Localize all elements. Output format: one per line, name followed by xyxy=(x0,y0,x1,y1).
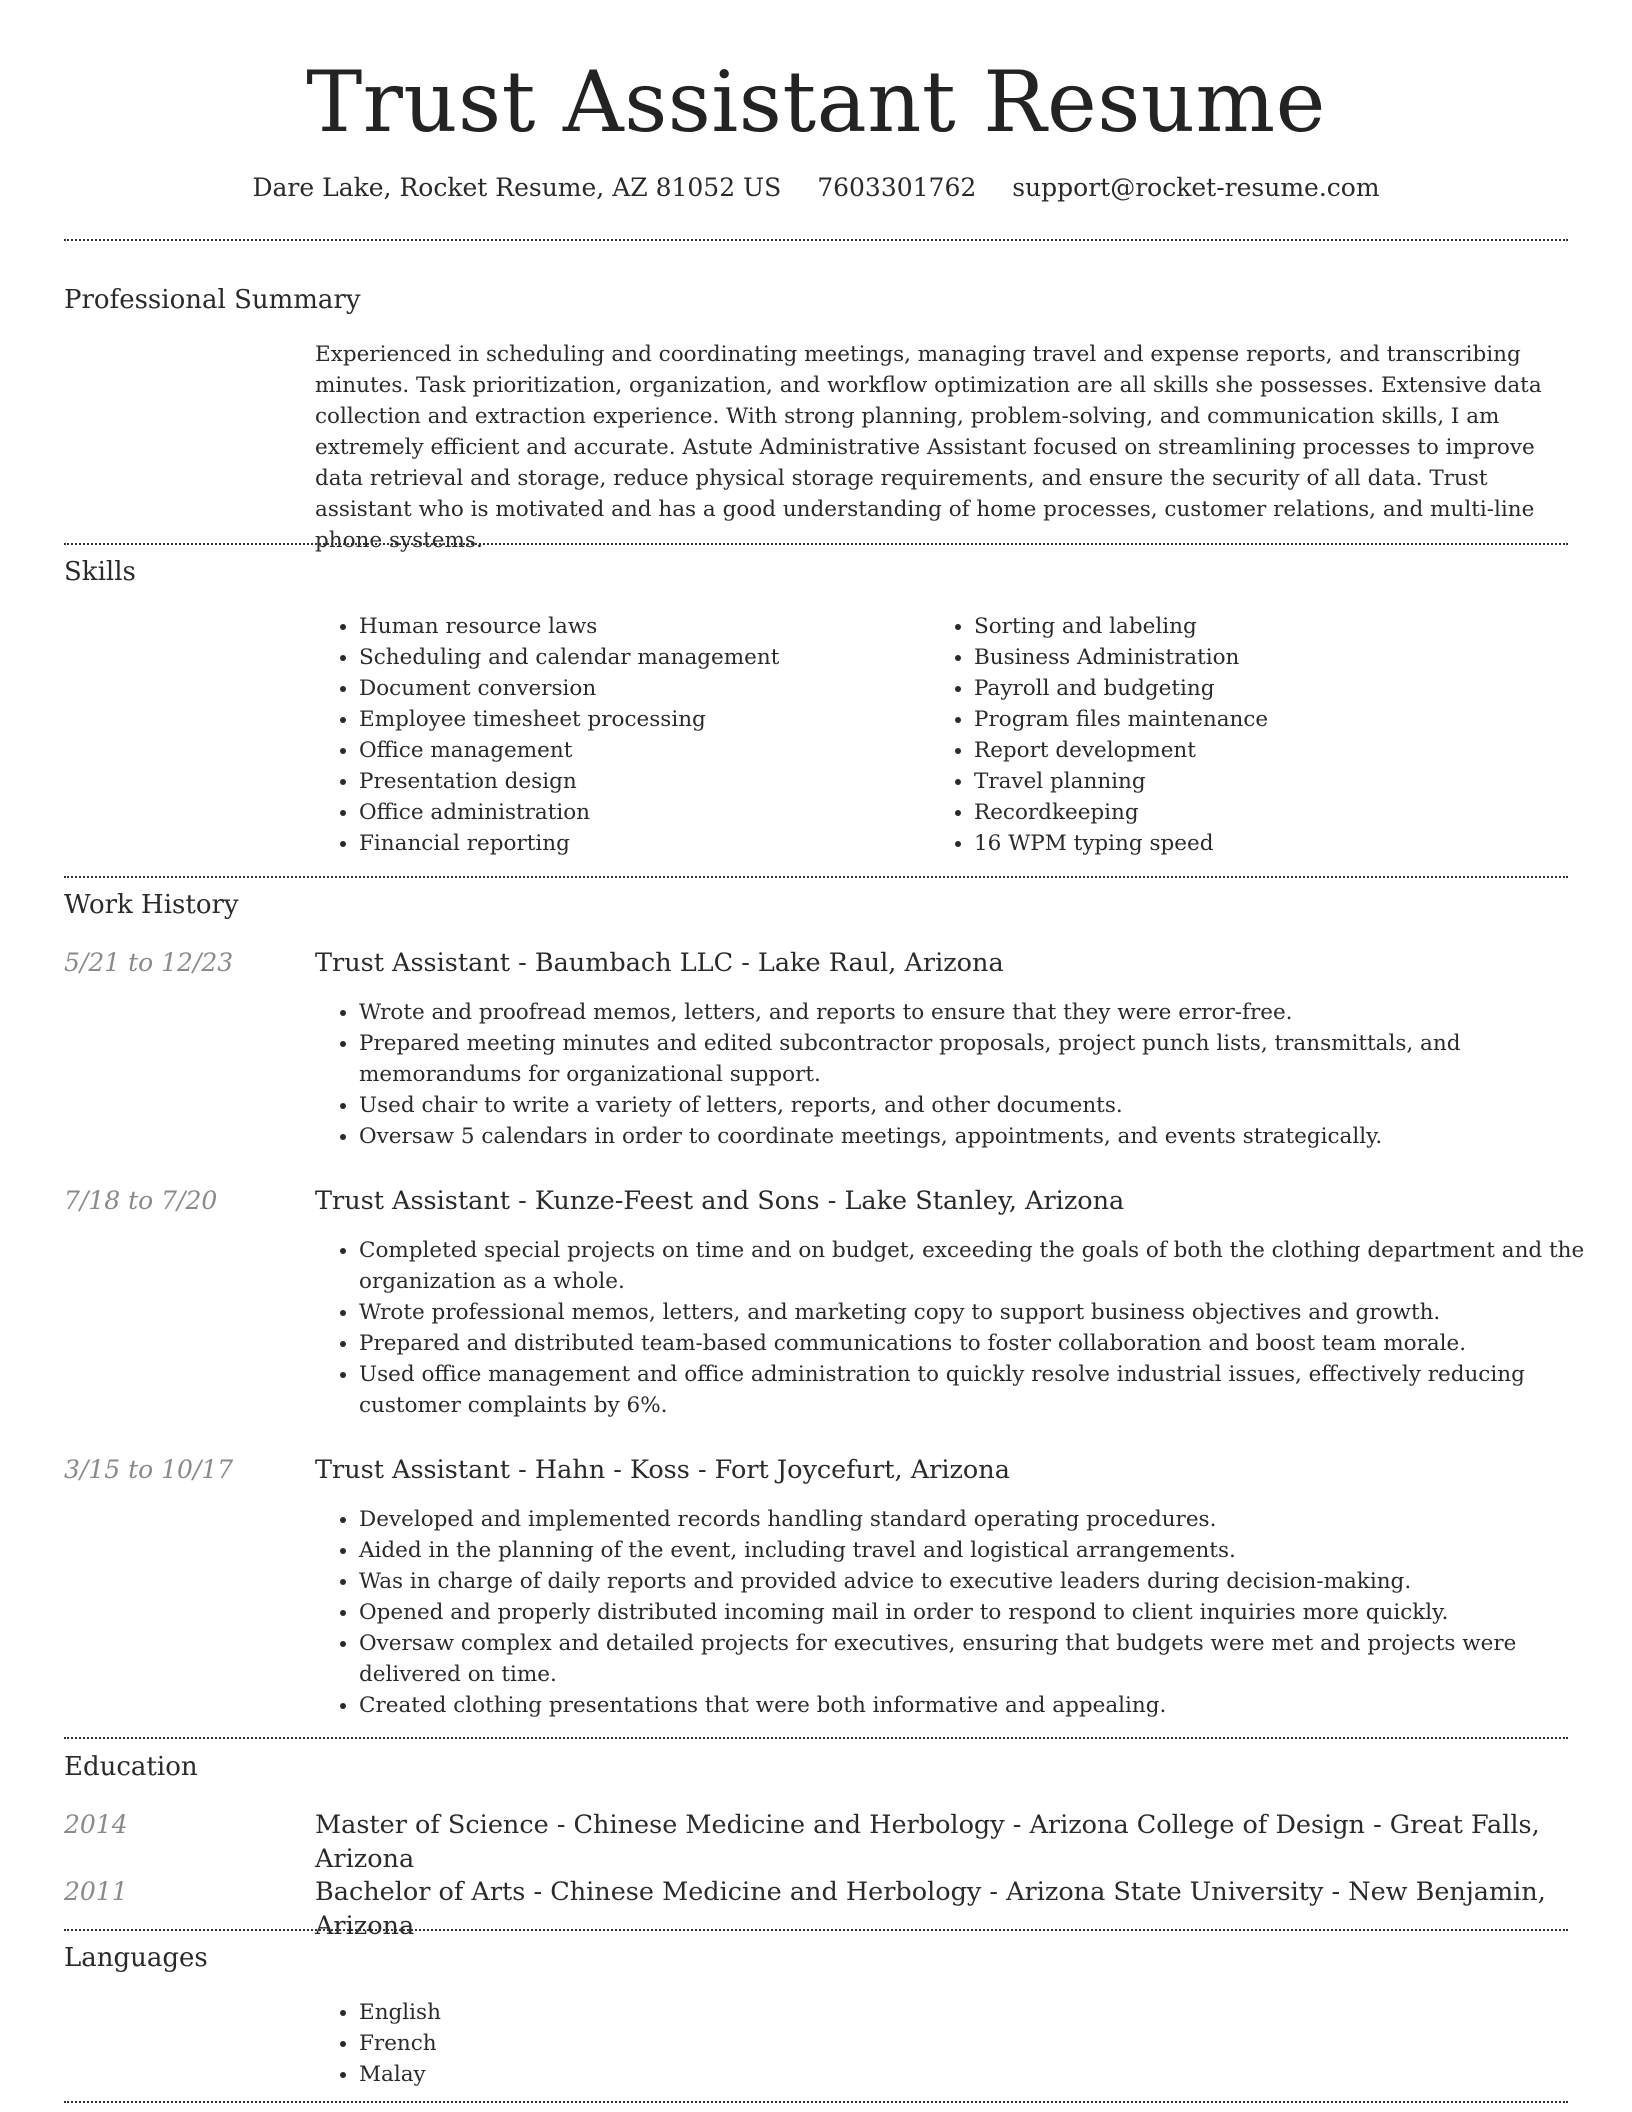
summary-heading: Professional Summary xyxy=(64,285,361,315)
job-bullet: • Prepared and distributed team-based communications to foster collaboration and boost team morale. xyxy=(359,1328,1604,1359)
contact-address: Dare Lake, Rocket Resume, AZ 81052 US xyxy=(252,173,782,202)
skills-heading: Skills xyxy=(64,557,136,587)
skill-item: • Scheduling and calendar management xyxy=(359,642,919,673)
language-item: • Malay xyxy=(359,2059,959,2090)
job-bullet: • Wrote professional memos, letters, and marketing copy to support business objectives and growth. xyxy=(359,1297,1604,1328)
job-title: Trust Assistant - Hahn - Koss - Fort Joycefurt, Arizona xyxy=(315,1455,1010,1485)
skill-item: • Travel planning xyxy=(974,766,1534,797)
skills-list-left xyxy=(315,611,919,859)
skill-item: • Office administration xyxy=(359,797,919,828)
section-divider xyxy=(64,876,1568,878)
skill-item: • Recordkeeping xyxy=(974,797,1534,828)
section-divider xyxy=(64,1929,1568,1931)
skill-item: • 16 WPM typing speed xyxy=(974,828,1534,859)
work-heading: Work History xyxy=(64,890,239,920)
job-bullet: • Opened and properly distributed incoming mail in order to respond to client inquiries more quickly. xyxy=(359,1597,1604,1628)
job-bullets xyxy=(315,997,1604,1152)
skill-item: • Office management xyxy=(359,735,919,766)
languages-list xyxy=(315,1997,959,2090)
contact-line xyxy=(0,170,1632,206)
contact-email: support@rocket-resume.com xyxy=(1012,173,1380,202)
job-bullets xyxy=(315,1504,1604,1721)
skill-item: • Payroll and budgeting xyxy=(974,673,1534,704)
skill-item: • Business Administration xyxy=(974,642,1534,673)
job-bullet: • Aided in the planning of the event, including travel and logistical arrangements. xyxy=(359,1535,1604,1566)
job-bullet: • Used chair to write a variety of letters, reports, and other documents. xyxy=(359,1090,1604,1121)
skill-item: • Document conversion xyxy=(359,673,919,704)
job-title: Trust Assistant - Baumbach LLC - Lake Raul, Arizona xyxy=(315,948,1004,978)
job-dates: 3/15 to 10/17 xyxy=(64,1455,234,1484)
resume-title: Trust Assistant Resume xyxy=(306,53,1326,151)
job-bullet: • Oversaw complex and detailed projects for executives, ensuring that budgets were met and projects were delivered on time. xyxy=(359,1628,1604,1690)
education-year: 2014 xyxy=(64,1810,128,1839)
section-divider xyxy=(64,1737,1568,1739)
job-bullets xyxy=(315,1235,1604,1421)
education-year: 2011 xyxy=(64,1877,128,1906)
language-item: • French xyxy=(359,2028,959,2059)
section-divider xyxy=(64,239,1568,241)
summary-text: Experienced in scheduling and coordinating meetings, managing travel and expense reports, and transcribing minutes. Task prioritization, organization, and workflow optimization are all skills she possesses. Extensive data collection and extraction experience. With strong planning, problem-solving, and communication skills, I am extremely efficient and accurate. Astute Administrative Assistant focused on streamlining processes to improve data retrieval and storage, reduce physical storage requirements, and ensure the security of all data. Trust assistant who is motivated and has a good understanding of home processes, customer relations, and multi-line phone systems. xyxy=(315,342,1542,553)
job-dates: 5/21 to 12/23 xyxy=(64,948,234,977)
job-bullet: • Used office management and office administration to quickly resolve industrial issues, effectively reducing customer complaints by 6%. xyxy=(359,1359,1604,1421)
skill-item: • Program files maintenance xyxy=(974,704,1534,735)
section-divider xyxy=(64,2101,1568,2103)
skill-item: • Report development xyxy=(974,735,1534,766)
job-bullet: • Completed special projects on time and on budget, exceeding the goals of both the clothing department and the organization as a whole. xyxy=(359,1235,1604,1297)
job-dates: 7/18 to 7/20 xyxy=(64,1186,218,1215)
skill-item: • Sorting and labeling xyxy=(974,611,1534,642)
skills-list-right xyxy=(930,611,1534,859)
skill-item: • Employee timesheet processing xyxy=(359,704,919,735)
contact-phone: 7603301762 xyxy=(817,173,977,202)
job-bullet: • Wrote and proofread memos, letters, and reports to ensure that they were error-free. xyxy=(359,997,1604,1028)
education-entry: Master of Science - Chinese Medicine and Herbology - Arizona College of Design - Great Falls, Arizona xyxy=(315,1810,1540,1874)
job-bullet: • Developed and implemented records handling standard operating procedures. xyxy=(359,1504,1604,1535)
language-item: • English xyxy=(359,1997,959,2028)
section-divider xyxy=(64,543,1568,545)
languages-heading: Languages xyxy=(64,1943,208,1973)
job-bullet: • Oversaw 5 calendars in order to coordinate meetings, appointments, and events strategically. xyxy=(359,1121,1604,1152)
skill-item: • Financial reporting xyxy=(359,828,919,859)
job-bullet: • Prepared meeting minutes and edited subcontractor proposals, project punch lists, transmittals, and memorandums for organizational support. xyxy=(359,1028,1604,1090)
job-title: Trust Assistant - Kunze-Feest and Sons - Lake Stanley, Arizona xyxy=(315,1186,1125,1216)
education-heading: Education xyxy=(64,1752,198,1782)
education-entry: Bachelor of Arts - Chinese Medicine and Herbology - Arizona State University - New Benjamin, Arizona xyxy=(315,1877,1546,1941)
job-bullet: • Was in charge of daily reports and provided advice to executive leaders during decision-making. xyxy=(359,1566,1604,1597)
skill-item: • Presentation design xyxy=(359,766,919,797)
skill-item: • Human resource laws xyxy=(359,611,919,642)
job-bullet: • Created clothing presentations that were both informative and appealing. xyxy=(359,1690,1604,1721)
